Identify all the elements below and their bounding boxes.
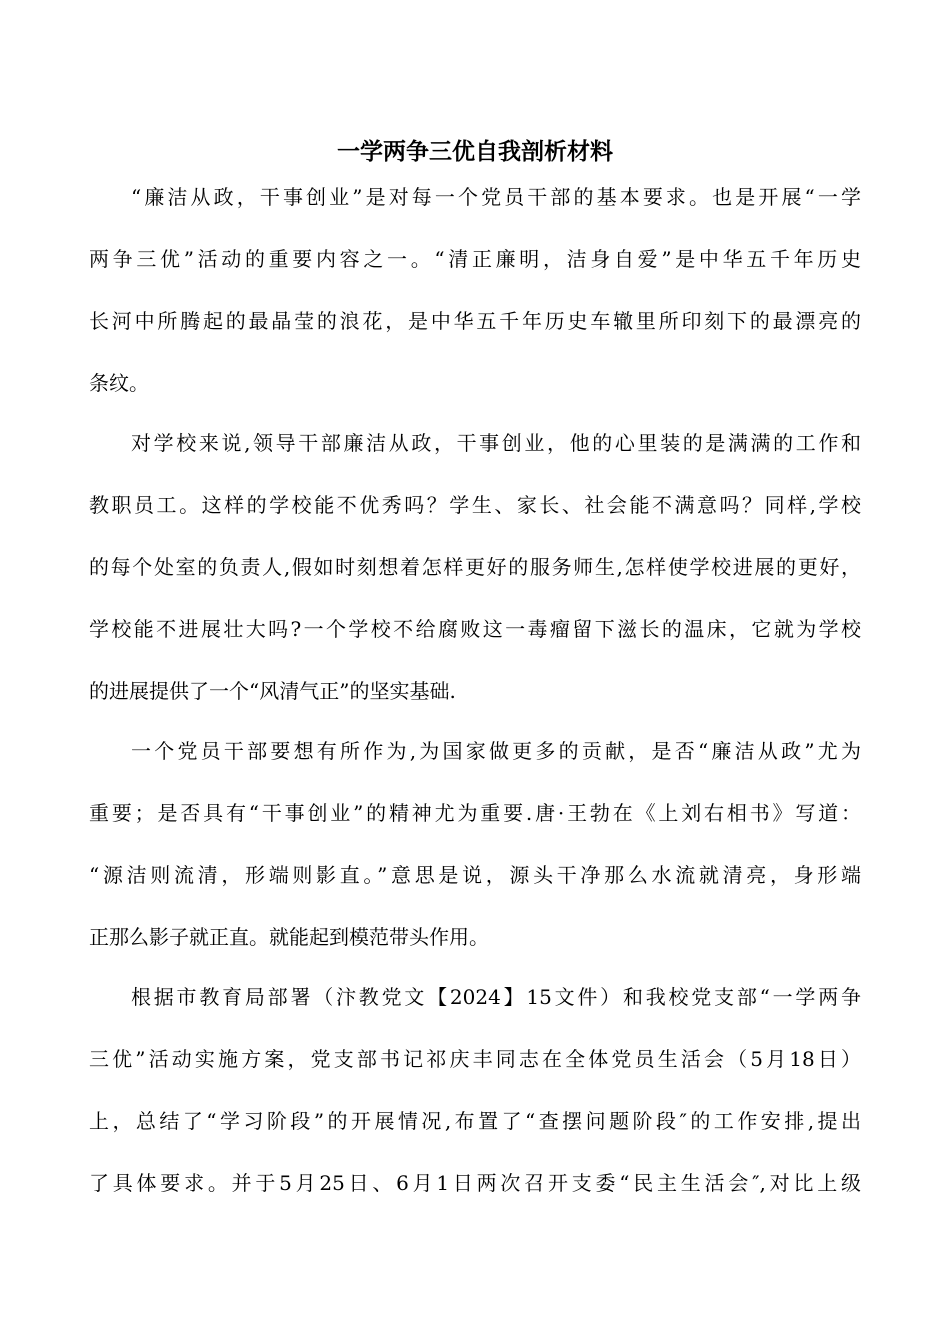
paragraph-2-line-4: 学校能不进展壮大吗?一个学校不给腐败这一毒瘤留下滋长的温床，它就为学校 [89, 617, 861, 641]
paragraph-3-line-4: 正那么影子就正直。就能起到模范带头作用。 [89, 925, 489, 949]
paragraph-2-line-1: 对学校来说,领导干部廉洁从政，干事创业，他的心里装的是满满的工作和 [131, 431, 861, 455]
paragraph-3-line-1: 一个党员干部要想有所作为,为国家做更多的贡献，是否“廉洁从政”尤为 [131, 739, 861, 763]
paragraph-1-line-4: 条纹。 [89, 371, 149, 395]
paragraph-1-line-3: 长河中所腾起的最晶莹的浪花，是中华五千年历史车辙里所印刻下的最漂亮的 [89, 309, 861, 333]
document-title: 一学两争三优自我剖析材料 [337, 139, 613, 165]
paragraph-3-line-2: 重要；是否具有“干事创业”的精神尤为重要.唐·王勃在《上刘右相书》写道： [89, 801, 861, 825]
paragraph-2-line-5: 的进展提供了一个“风清气正”的坚实基础. [89, 679, 456, 703]
paragraph-1-line-2: 两争三优”活动的重要内容之一。“清正廉明，洁身自爱”是中华五千年历史 [89, 247, 861, 271]
paragraph-2-line-3: 的每个处室的负责人,假如时刻想着怎样更好的服务师生,怎样使学校进展的更好， [89, 555, 861, 579]
paragraph-4-line-1: 根据市教育局部署（汴教党文【2024】15文件）和我校党支部“一学两争 [131, 985, 861, 1009]
paragraph-4-line-4: 了具体要求。并于5月25日、6月1日两次召开支委“民主生活会″,对比上级 [89, 1171, 861, 1195]
paragraph-4-line-3: 上，总结了“学习阶段”的开展情况,布置了“查摆问题阶段″的工作安排,提出 [89, 1109, 861, 1133]
paragraph-1-line-1: “廉洁从政，干事创业”是对每一个党员干部的基本要求。也是开展“一学 [131, 185, 861, 209]
paragraph-3-line-3: “源洁则流清，形端则影直。”意思是说，源头干净那么水流就清亮，身形端 [89, 863, 861, 887]
paragraph-2-line-2: 教职员工。这样的学校能不优秀吗？学生、家长、社会能不满意吗？同样,学校 [89, 493, 861, 517]
paragraph-4-line-2: 三优”活动实施方案，党支部书记祁庆丰同志在全体党员生活会（5月18日） [89, 1047, 861, 1071]
